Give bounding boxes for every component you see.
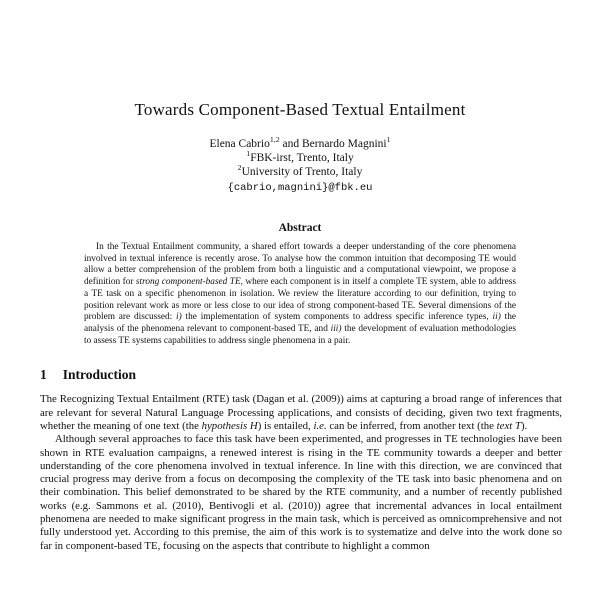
abstract-heading: Abstract (278, 222, 322, 234)
affiliation-2: $^2$University of Trento, Italy (237, 163, 363, 178)
authors-line: Elena Cabrio$^{1,2}$ and Bernardo Magnini$^1$ (209, 135, 391, 150)
paper-title: Towards Component-Based Textual Entailment (134, 100, 466, 119)
abstract-body: In the Textual Entailment community, a shared effort towards a deeper understanding of the core phenomena involved in textual inference is recently arose. To analyse how the common intuition that decomposing TE would allow a better comprehension of the problem from both a linguistic and a computational viewpoint, we propose a definition for strong component-based TE, where each component is in itself a complete TE system, able to address a TE task on a specific phenomenon in isolation. We review the literature according to our definition, trying to position relevant work as more or less close to our idea of strong component-based TE. Several dimensions of the problem are discussed: i) the implementation of system components to address specific inference types, ii) the analysis of the phenomena relevant to component-based TE, and iii) the development of evaluation methodologies to assess TE systems capabilities to address single phenomena in a pair. (84, 242, 516, 346)
section-heading-introduction (40, 367, 562, 383)
affiliation-1: $^1$FBK-irst, Trento, Italy (246, 149, 354, 164)
email-line: {cabrio,magnini}@fbk.eu (227, 182, 373, 194)
body-paragraph-1: The Recognizing Textual Entailment (RTE) task (Dagan et al. (2009)) aims at capturing a broad range of inferences that are relevant for several Natural Language Processing applications, and consists of deciding, given two text fragments, whether the meaning of one text (the hypothesis H) is entailed, i.e. can be inferred, from another text (the text T). (40, 393, 562, 432)
body-paragraph-2: Although several approaches to face this task have been experimented, and progresses in TE technologies have been shown in RTE evaluation campaigns, a renewed interest is rising in the TE community towards a deeper and better understanding of the core phenomena involved in textual inference. In line with this direction, we are convinced that crucial progress may derive from a focus on decomposing the complexity of the TE task into basic phenomena and on their combination. This belief demonstrated to be shared by the RTE community, and a number of recently published works (e.g. Sammons et al. (2010), Bentivogli et al. (2010)) agree that incremental advances in local entailment phenomena are needed to make significant progress in the main task, which is perceived as omnicomprehensive and not fully understood yet. According to this premise, the aim of this work is to systematize and delve into the work done so far in component-based TE, focusing on the aspects that contribute to highlight a common (40, 433, 562, 552)
section-number: 1 (40, 367, 47, 383)
section-title: Introduction (62, 367, 137, 383)
